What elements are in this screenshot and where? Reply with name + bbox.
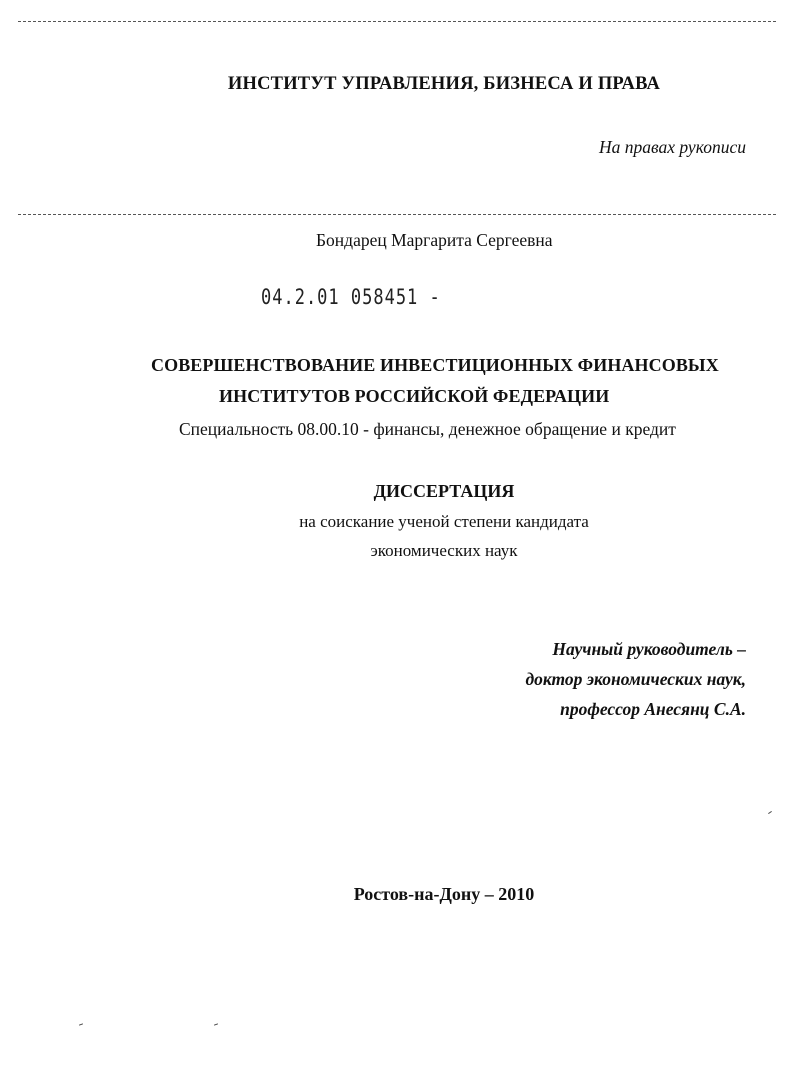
document-type-heading: ДИССЕРТАЦИЯ bbox=[373, 481, 515, 501]
top-separator-line bbox=[18, 21, 776, 22]
thesis-title-line-2: ИНСТИТУТОВ РОССИЙСКОЙ ФЕДЕРАЦИИ bbox=[219, 386, 610, 406]
scan-speck bbox=[79, 1023, 83, 1025]
upper-separator-line bbox=[18, 214, 776, 215]
institute-name: ИНСТИТУТ УПРАВЛЕНИЯ, БИЗНЕСА И ПРАВА bbox=[227, 74, 661, 94]
degree-line-1: на соискание ученой степени кандидата bbox=[299, 512, 589, 531]
specialty-line: Специальность 08.00.10 - финансы, денежное обращение и кредит bbox=[179, 419, 676, 439]
registration-stamp-number: 04.2.01 058451 - bbox=[261, 285, 441, 310]
supervisor-role: Научный руководитель – bbox=[552, 639, 746, 659]
supervisor-credentials: доктор экономических наук, bbox=[525, 669, 746, 689]
city-year: Ростов-на-Дону – 2010 bbox=[353, 884, 535, 904]
author-name: Бондарец Маргарита Сергеевна bbox=[316, 230, 553, 250]
supervisor-name: профессор Анесянц С.А. bbox=[560, 699, 746, 719]
scan-speck bbox=[214, 1023, 218, 1025]
scan-speck bbox=[768, 811, 772, 814]
degree-line-2: экономических наук bbox=[370, 541, 518, 560]
manuscript-note: На правах рукописи bbox=[599, 137, 746, 157]
thesis-title-line-1: СОВЕРШЕНСТВОВАНИЕ ИНВЕСТИЦИОННЫХ ФИНАНСОВЫХ bbox=[151, 355, 719, 375]
supervisor-block bbox=[525, 634, 746, 724]
